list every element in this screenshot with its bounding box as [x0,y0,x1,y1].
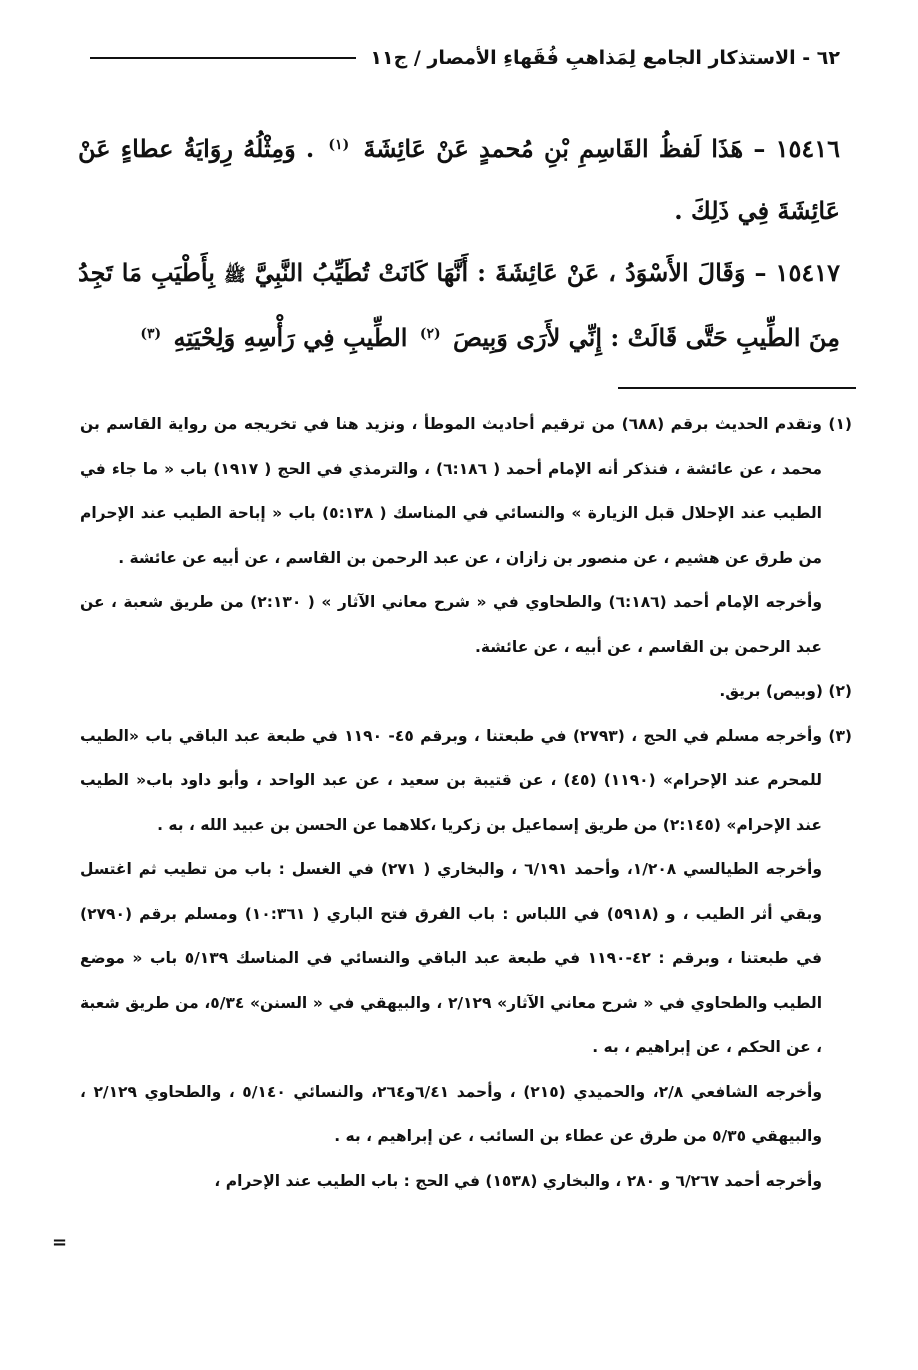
paragraph-text: بِأَطْيَبِ مَا تَجِدُ مِنَ الطِّيبِ حَتَّى قَالَتْ : إِنِّي لأَرَى وَبِيصَ [78,258,840,352]
footnotes [80,402,852,1203]
footnote-3-continued: وأخرجه الطيالسي ١/٢٠٨، وأحمد ٦/١٩١ ، والبخاري ( ٢٧١) في الغسل : باب من تطيب ثم اغتسل وبقي أثر الطيب ، و (٥٩١٨) في اللباس : باب الفرق فتح الباري ( ١٠:٣٦١) ومسلم برقم (٢٧٩٠) في طبعتنا ، وبرقم : ٤٢-١١٩٠ في طبعة عبد الباقي والنسائي في المناسك ٥/١٣٩ باب « موضع الطيب والطحاوي في « شرح معاني الآثار» ٢/١٢٩ ، والبيهقي في « السنن» ٥/٣٤، من طريق شعبة ، عن الحكم ، عن إبراهيم ، به . [80,860,823,1056]
paragraph-text: الطِّيبِ فِي رَأْسِهِ وَلِحْيَتِهِ [173,323,408,352]
paragraph-15416 [78,118,840,242]
footnote-1-continued: وأخرجه الإمام أحمد (٦:١٨٦) والطحاوي في « شرح معاني الآثار » ( ٢:١٣٠) من طريق شعبة ، عن عبد الرحمن بن القاسم ، عن أبيه ، عن عائشة. [80,593,822,656]
footnote-3-continued: وأخرجه الشافعي ٢/٨، والحميدي (٢١٥) ، وأحمد ٦/٤١و٢٦٤، والنسائي ٥/١٤٠ ، والطحاوي ٢/١٢٩ ، والبيهقي ٥/٣٥ من طرق عن عطاء بن السائب ، عن إبراهيم ، به . [80,1082,822,1145]
footnote-ref-1[interactable]: (١) [328,137,350,153]
footnote-ref-3[interactable]: (٣) [140,326,162,342]
paragraph-text: – هَذَا لَفظُ القَاسِمِ بْنِ مُحمدٍ عَنْ عَائِشَةَ [363,134,766,163]
paragraph-text: – وَقَالَ الأَسْوَدُ ، عَنْ عَائِشَةَ : أَنَّهَا كَانَتْ تُطَيِّبُ النَّبِيَّ [254,258,767,287]
footnote-1: (١) وتقدم الحديث برقم (٦٨٨) من ترقيم أحاديث الموطأ ، ونزيد هنا في تخريجه من رواية القاسم بن محمد ، عن عائشة ، فنذكر أنه الإمام أحمد ( ٦:١٨٦) ، والترمذي في الحج ( ١٩١٧) باب « ما جاء في الطيب عند الإحلال قبل الزيارة » والنسائي في المناسك ( ٥:١٣٨) باب « إباحة الطيب عند الإحرام من طرق عن هشيم ، عن منصور بن زازان ، عن عبد الرحمن بن القاسم ، عن أبيه عن عائشة . [80,415,852,567]
paragraph-number: ١٥٤١٦ [775,134,841,163]
footnote-2: (٢) (وبيص) بريق. [719,682,852,700]
main-text [78,118,840,369]
paragraph-number: ١٥٤١٧ [775,258,840,287]
footnote-3-continued: وأخرجه أحمد ٦/٢٦٧ و ٢٨٠ ، والبخاري (١٥٣٨) في الحج : باب الطيب عند الإحرام ، [214,1171,822,1190]
header-title: ٦٢ - الاستذكار الجامع لِمَذاهبِ فُقَهاءِ الأمصار / ج١١ [370,47,840,69]
running-header [90,40,840,76]
header-rule [90,57,356,59]
paragraph-text: . وَمِثْلُهُ رِوَايَةُ عطاءٍ عَنْ عَائِشَةَ فِي ذَلِكَ . [78,134,840,225]
footnote-ref-2[interactable]: (٢) [419,326,441,342]
paragraph-15417 [78,242,840,369]
footnote-separator [618,387,856,389]
continuation-mark: = [52,1232,68,1253]
footnote-3: (٣) وأخرجه مسلم في الحج ، (٢٧٩٣) في طبعتنا ، وبرقم ٤٥- ١١٩٠ في طبعة عبد الباقي باب «الطيب للمحرم عند الإحرام» (١١٩٠) (٤٥) ، عن قتيبة بن سعيد ، عن عبد الواحد ، وأبو داود باب« الطيب عند الإحرام» (٢:١٤٥) من طريق إسماعيل بن زكريا ،كلاهما عن الحسن بن عبيد الله ، به . [80,726,852,834]
salutation-glyph: ﷺ [223,265,246,286]
